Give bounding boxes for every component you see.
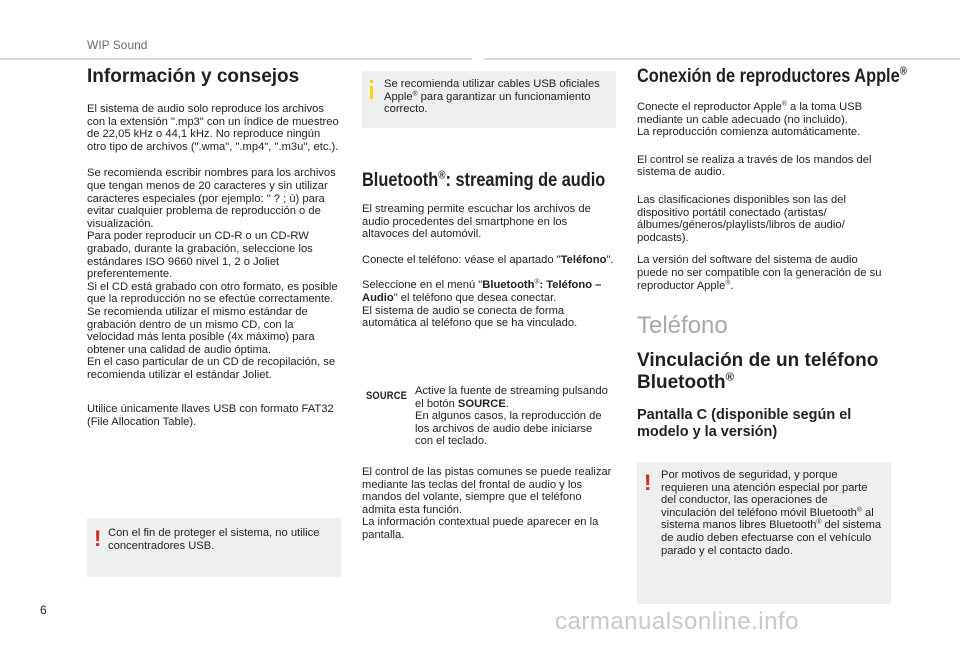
warning-icon: ! (644, 470, 652, 495)
warning-box-usb (87, 518, 341, 577)
paragraph-source-streaming: Active la fuente de streaming pulsando el botón SOURCE. En algunos casos, la reproducción de los archivos de audio debe iniciarse con el teclado. (415, 385, 608, 448)
info-apple-cables-text: Se recomienda utilizar cables USB oficiales Apple® para garantizar un funcionamiento correcto. (384, 78, 600, 116)
pairing-title: Vinculación de un teléfono Bluetooth® (637, 350, 879, 394)
paragraph-classifications: Las clasificaciones disponibles son las del dispositivo portátil conectado (artistas/ álbumes/géneros/playlists/libros de audio/ podcasts). (637, 193, 846, 244)
warning-icon: ! (94, 526, 102, 551)
warning-box-pairing (637, 462, 891, 604)
info-icon-dot (370, 80, 373, 83)
paragraph-audio-formats: El sistema de audio solo reproduce los archivos con la extensión ".mp3" con un índice de muestreo de 22,05 kHz o 44,1 kHz. No reproduce ningún otro tipo de archivos (".wma", ".mp4", ".m3u", etc.). (87, 103, 339, 153)
info-box-apple-cables (362, 71, 616, 128)
column-1 (87, 62, 341, 429)
bluetooth-streaming-title: Bluetooth®: streaming de audio (362, 169, 606, 191)
page-number: 6 (40, 603, 47, 617)
paragraph-streaming-intro: El streaming permite escuchar los archivos de audio procedentes del smartphone en los altavoces del automóvil. (362, 203, 591, 241)
apple-connection-title: Conexión de reproductores Apple® (637, 65, 907, 87)
warning-pairing-text: Por motivos de seguridad, y porque requieren una atención especial por parte del conductor, las operaciones de vinculación del teléfono móvil Bluetooth® al sistema manos libres Bluetooth® del sistema de audio deben efectuarse con el vehículo parado y el contacto dado. (661, 469, 882, 557)
paragraph-file-names-cd: Se recomienda escribir nombres para los archivos que tengan menos de 20 caracteres y sin utilizar caracteres especiales (por ejemplo: " ? ; ù) para evitar cualquier problema de reproducción o de visualización. Para poder reproducir un CD-R o un CD-RW grabado, durante la grabación, seleccione los estándares ISO 9660 nivel 1, 2 o Joliet preferentemente. Si el CD está grabado con otro formato, es posible que la reproducción no se efectúe correctamente. Se recomienda utilizar el mismo estándar de grabación dentro de un mismo CD, con la velocidad más lenta posible (4x máximo) para obtener una calidad de audio óptima. En el caso particular de un CD de recopilación, se recomienda utilizar el estándar Joliet. (87, 167, 338, 381)
column-2 (362, 170, 616, 330)
paragraph-connect-phone: Conecte el teléfono: véase el apartado "Teléfono". (362, 253, 614, 266)
paragraph-connect-apple: Conecte el reproductor Apple® a la toma USB mediante un cable adecuado (no incluido). La reproducción comienza automáticamente. (637, 100, 863, 139)
paragraph-control-apple: El control se realiza a través de los mandos del sistema de audio. (637, 153, 872, 179)
paragraph-track-control: El control de las pistas comunes se puede realizar mediante las teclas del frontal de audio y los mandos del volante, siempre que el teléfono admita esta función. La información contextual puede aparecer en la pantalla. (362, 466, 612, 541)
paragraph-usb-format: Utilice únicamente llaves USB con formato FAT32 (File Allocation Table). (87, 403, 334, 429)
warning-usb-text: Con el fin de proteger el sistema, no utilice concentradores USB. (108, 527, 320, 552)
paragraph-software-version: La versión del software del sistema de audio puede no ser compatible con la generación de su reproductor Apple®. (637, 254, 882, 292)
telefono-section-title: Teléfono (637, 312, 728, 340)
watermark: carmanualsonline.info (555, 608, 799, 635)
column-3 (637, 62, 907, 441)
info-icon (370, 86, 373, 99)
header-section-title: WIP Sound (87, 38, 148, 52)
screen-c-title: Pantalla C (disponible según el modelo y la versión) (637, 407, 852, 441)
info-tips-title: Información y consejos (87, 66, 300, 87)
header-rule-left (0, 58, 472, 60)
paragraph-select-menu: Seleccione en el menú "Bluetooth®: Teléfono – Audio" el teléfono que desea conectar. El sistema de audio se conecta de forma automática al teléfono que se ha vinculado. (362, 278, 602, 330)
header-rule-right (484, 58, 960, 60)
source-button-icon: SOURCE (366, 390, 408, 402)
